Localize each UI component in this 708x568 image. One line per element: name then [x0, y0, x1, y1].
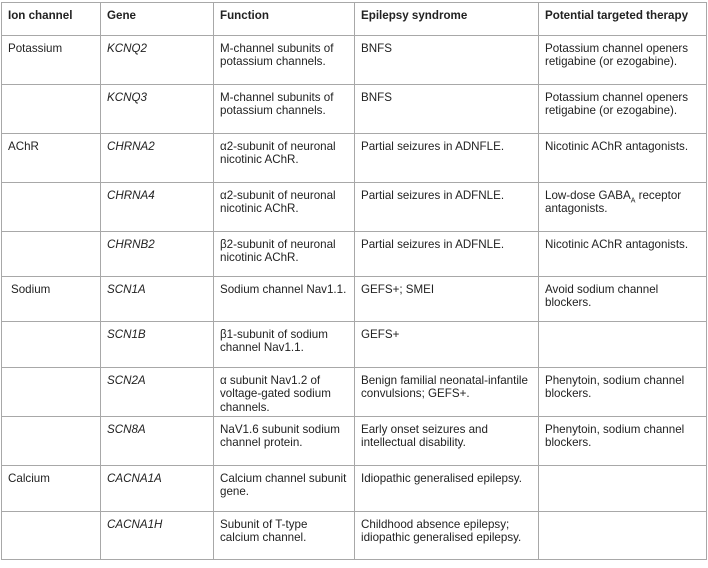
therapy-text-post: receptor antagonists.: [545, 189, 682, 216]
cell-therapy: Phenytoin, sodium channel blockers.: [539, 368, 707, 417]
cell-function: Subunit of T-type calcium channel.: [214, 512, 355, 560]
cell-function: M-channel subunits of potassium channels.: [214, 36, 355, 85]
cell-therapy: Potassium channel openers retigabine (or ezogabine).: [539, 85, 707, 134]
table-row: [2, 417, 707, 466]
cell-gene: CACNA1H: [101, 512, 214, 560]
cell-gene: SCN2A: [101, 368, 214, 417]
cell-syndrome: Partial seizures in ADFNLE.: [355, 232, 539, 277]
therapy-text-pre: Low-dose GABA: [545, 189, 631, 202]
cell-function: Calcium channel subunit gene.: [214, 466, 355, 512]
cell-channel: Calcium: [2, 466, 101, 512]
cell-therapy: Nicotinic AChR antagonists.: [539, 232, 707, 277]
header-gene: Gene: [101, 3, 214, 36]
ion-channel-table: [1, 2, 707, 560]
cell-therapy: Phenytoin, sodium channel blockers.: [539, 417, 707, 466]
cell-therapy: Potassium channel openers retigabine (or ezogabine).: [539, 36, 707, 85]
cell-therapy: [539, 183, 707, 232]
cell-channel: [2, 232, 101, 277]
header-epilepsy-syndrome: Epilepsy syndrome: [355, 3, 539, 36]
cell-syndrome: GEFS+; SMEI: [355, 277, 539, 322]
cell-syndrome: Childhood absence epilepsy; idiopathic generalised epilepsy.: [355, 512, 539, 560]
cell-syndrome: Partial seizures in ADFNLE.: [355, 183, 539, 232]
cell-therapy: Avoid sodium channel blockers.: [539, 277, 707, 322]
cell-function: α subunit Nav1.2 of voltage-gated sodium channels.: [214, 368, 355, 417]
cell-therapy: Nicotinic AChR antagonists.: [539, 134, 707, 183]
cell-channel: [2, 322, 101, 368]
cell-channel: [2, 417, 101, 466]
cell-channel: [2, 368, 101, 417]
cell-function: β2-subunit of neuronal nicotinic AChR.: [214, 232, 355, 277]
table-header-row: [2, 3, 707, 36]
cell-syndrome: Benign familial neonatal-infantile convulsions; GEFS+.: [355, 368, 539, 417]
therapy-subscript: A: [630, 197, 636, 205]
header-function: Function: [214, 3, 355, 36]
cell-gene: CHRNA2: [101, 134, 214, 183]
table-row: [2, 466, 707, 512]
cell-syndrome: Idiopathic generalised epilepsy.: [355, 466, 539, 512]
cell-channel: Sodium: [2, 277, 101, 322]
header-ion-channel: Ion channel: [2, 3, 101, 36]
cell-function: NaV1.6 subunit sodium channel protein.: [214, 417, 355, 466]
cell-syndrome: Partial seizures in ADNFLE.: [355, 134, 539, 183]
header-targeted-therapy: Potential targeted therapy: [539, 3, 707, 36]
cell-therapy: [539, 322, 707, 368]
cell-syndrome: BNFS: [355, 85, 539, 134]
cell-channel: [2, 512, 101, 560]
table-row: [2, 512, 707, 560]
cell-gene: KCNQ3: [101, 85, 214, 134]
table-row: [2, 134, 707, 183]
cell-gene: CHRNB2: [101, 232, 214, 277]
cell-gene: SCN1A: [101, 277, 214, 322]
cell-syndrome: Early onset seizures and intellectual disability.: [355, 417, 539, 466]
cell-function: α2-subunit of neuronal nicotinic AChR.: [214, 134, 355, 183]
cell-gene: KCNQ2: [101, 36, 214, 85]
cell-function: M-channel subunits of potassium channels.: [214, 85, 355, 134]
cell-function: Sodium channel Nav1.1.: [214, 277, 355, 322]
cell-channel: Potassium: [2, 36, 101, 85]
cell-syndrome: GEFS+: [355, 322, 539, 368]
cell-gene: SCN1B: [101, 322, 214, 368]
cell-syndrome: BNFS: [355, 36, 539, 85]
table-row: [2, 368, 707, 417]
table-row: [2, 322, 707, 368]
cell-function: β1-subunit of sodium channel Nav1.1.: [214, 322, 355, 368]
table-row: [2, 36, 707, 85]
cell-channel: [2, 85, 101, 134]
table-row: [2, 277, 707, 322]
cell-channel: AChR: [2, 134, 101, 183]
cell-gene: CHRNA4: [101, 183, 214, 232]
cell-function: α2-subunit of neuronal nicotinic AChR.: [214, 183, 355, 232]
cell-therapy: [539, 466, 707, 512]
cell-gene: SCN8A: [101, 417, 214, 466]
cell-gene: CACNA1A: [101, 466, 214, 512]
cell-therapy: [539, 512, 707, 560]
table-row: [2, 85, 707, 134]
cell-channel: [2, 183, 101, 232]
table-row: [2, 183, 707, 232]
table-row: [2, 232, 707, 277]
